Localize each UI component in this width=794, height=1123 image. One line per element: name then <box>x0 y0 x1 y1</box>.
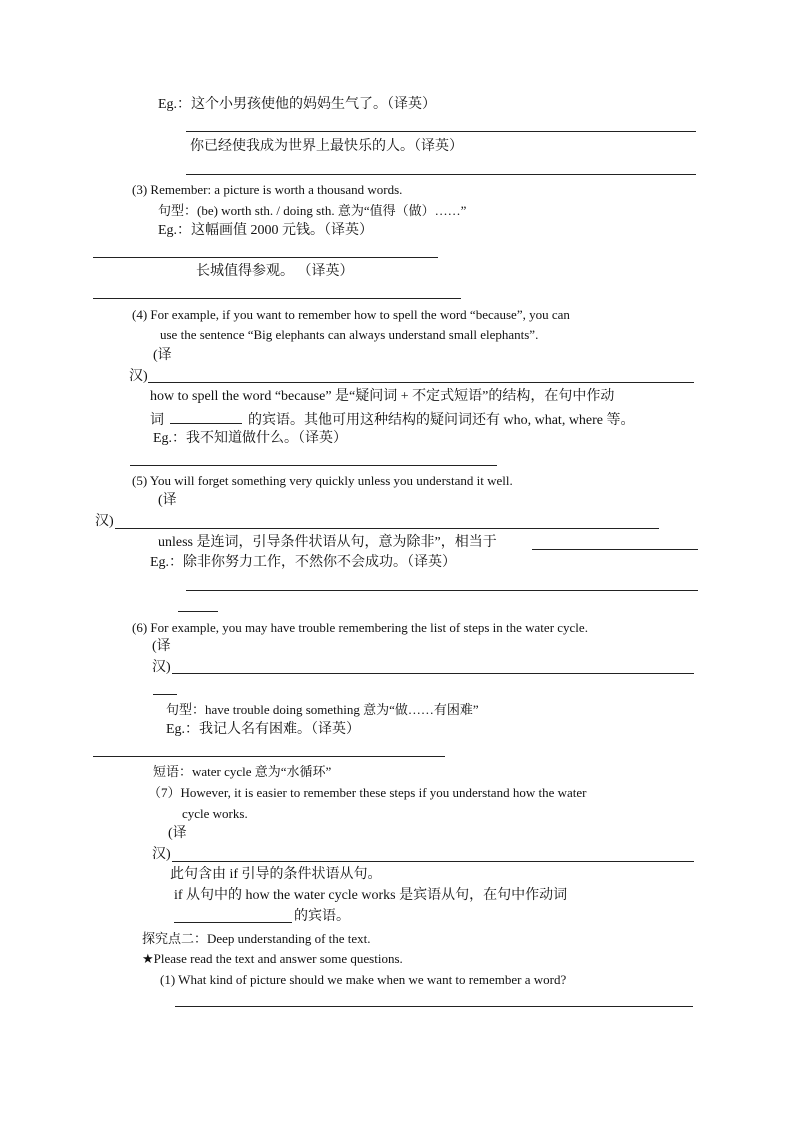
translate-marker: 汉) <box>152 847 171 862</box>
item-7-note-3: 的宾语。 <box>294 909 350 924</box>
question-1: (1) What kind of picture should we make when we want to remember a word? <box>160 972 567 987</box>
example-1-prompt: Eg.：这个小男孩使他的妈妈生气了。（译英） <box>158 97 437 112</box>
item-3-example: Eg.：这幅画值 2000 元钱。（译英） <box>158 223 374 238</box>
item-3-sentence: (3) Remember: a picture is worth a thousand words. <box>132 182 403 197</box>
blank-field[interactable] <box>170 409 242 424</box>
item-5-note <box>158 534 497 552</box>
translate-marker: 汉) <box>152 660 171 675</box>
answer-line[interactable] <box>148 382 694 383</box>
answer-line[interactable] <box>93 756 445 757</box>
answer-line[interactable] <box>175 1006 693 1007</box>
answer-line[interactable] <box>186 590 698 591</box>
item-4-note-line-2 <box>150 409 635 430</box>
item-6-phrase: 短语：water cycle 意为“水循环” <box>153 764 332 779</box>
item-4-example: Eg.：我不知道做什么。（译英） <box>153 431 348 446</box>
item-4-sentence-line-2: use the sentence “Big elephants can always understand small elephants”. <box>160 327 539 342</box>
item-5-example: Eg.：除非你努力工作，不然你不会成功。（译英） <box>150 555 457 570</box>
answer-line[interactable] <box>172 861 694 862</box>
item-5-sentence: (5) You will forget something very quickly unless you understand it well. <box>132 473 513 488</box>
translate-marker: (译 <box>153 348 172 363</box>
translate-marker: 汉) <box>129 369 148 384</box>
example-1b-prompt: 你已经使我成为世界上最快乐的人。（译英） <box>190 139 463 154</box>
item-4-sentence-line-1: (4) For example, if you want to remember how to spell the word “because”, you can <box>132 307 570 322</box>
note-text: unless 是连词，引导条件状语从句，意为除非”，相当于 <box>158 535 497 550</box>
item-7-note-1: 此句含由 if 引导的条件状语从句。 <box>170 867 382 882</box>
answer-line[interactable] <box>93 257 438 258</box>
answer-line[interactable] <box>115 528 659 529</box>
translate-marker: (译 <box>158 493 177 508</box>
item-3-example-2: 长城值得参观。 （译英） <box>196 264 354 279</box>
answer-line[interactable] <box>186 174 696 175</box>
item-7-sentence-line-1: （7）However, it is easier to remember these steps if you understand how the water <box>148 785 587 800</box>
section-heading: 探究点二：Deep understanding of the text. <box>142 931 371 946</box>
blank-field[interactable] <box>174 922 292 923</box>
blank-field[interactable] <box>532 549 698 550</box>
answer-line[interactable] <box>178 611 218 612</box>
answer-line[interactable] <box>130 465 497 466</box>
answer-line[interactable] <box>153 694 177 695</box>
item-7-sentence-line-2: cycle works. <box>182 806 248 821</box>
item-6-example: Eg.：我记人名有困难。（译英） <box>166 722 361 737</box>
translate-marker: (译 <box>152 639 171 654</box>
item-6-sentence: (6) For example, you may have trouble remembering the list of steps in the water cycle. <box>132 620 588 635</box>
item-4-note-line-1: how to spell the word “because” 是“疑问词 + 不定式短语”的结构，在句中作动 <box>150 389 615 404</box>
translate-marker: 汉) <box>95 514 114 529</box>
answer-line[interactable] <box>172 673 694 674</box>
item-6-pattern: 句型：have trouble doing something 意为“做……有困难” <box>166 702 479 717</box>
translate-marker: (译 <box>168 826 187 841</box>
answer-line[interactable] <box>93 298 461 299</box>
item-7-note-2: if 从句中的 how the water cycle works 是宾语从句，在句中作动词 <box>174 888 568 903</box>
item-3-pattern: 句型：(be) worth sth. / doing sth. 意为“值得（做）……” <box>158 203 467 218</box>
note-text: 的宾语。其他可用这种结构的疑问词还有 who, what, where 等。 <box>248 413 635 428</box>
note-text: 词 <box>150 413 164 428</box>
answer-line[interactable] <box>186 131 696 132</box>
instruction: ★Please read the text and answer some questions. <box>142 951 403 966</box>
